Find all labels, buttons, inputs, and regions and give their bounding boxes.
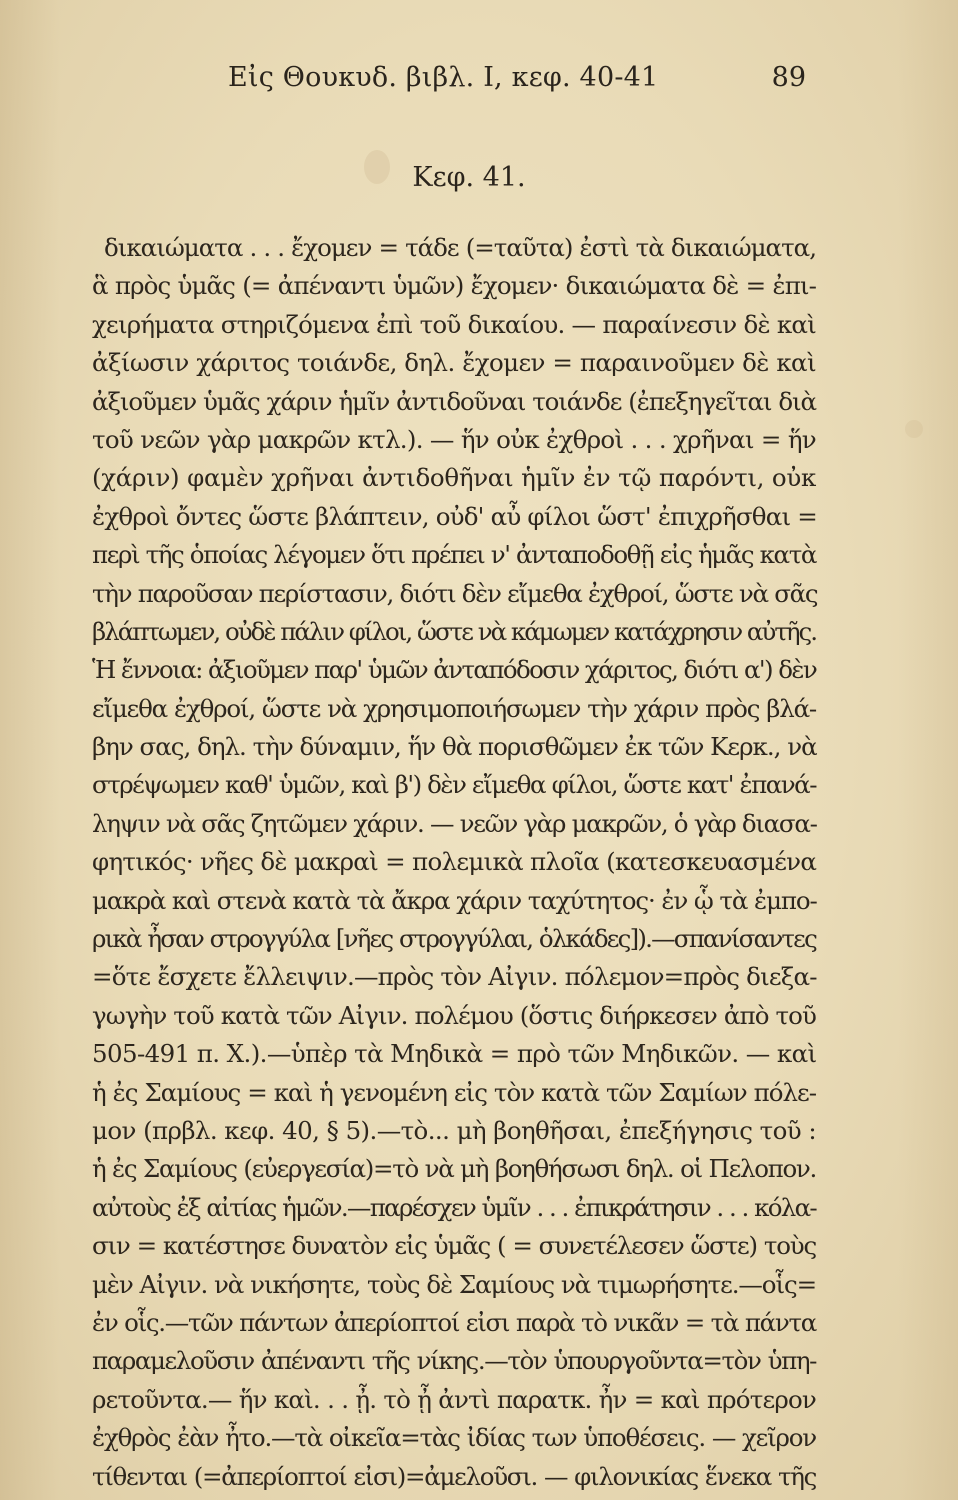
text-line: 505-491 π. Χ.).—ὑπὲρ τὰ Μηδικὰ = πρὸ τῶν Μηδικῶν. — καὶ — [92, 1039, 817, 1069]
text-line: χειρήματα στηριζόμενα ἐπὶ τοῦ δικαίου. — παραίνεσιν δὲ καὶ — [92, 309, 816, 339]
page-number: 89 — [771, 62, 806, 93]
text-line: ἡ ἐς Σαμίους (εὐεργεσία)=τὸ νὰ μὴ βοηθήσωσι δηλ. οἱ Πελοπον. — [92, 1154, 816, 1184]
text-line: βην σας, δηλ. τὴν δύναμιν, ἥν θὰ πορισθῶμεν ἐκ τῶν Κερκ., νὰ — [92, 732, 817, 762]
text-line: ἐν οἷς.—τῶν πάντων ἀπερίοπτοί εἰσι παρὰ τὸ νικᾶν = τὰ πάντα — [92, 1307, 816, 1337]
text-line: στρέψωμεν καθ' ὑμῶν, καὶ β') δὲν εἴμεθα φίλοι, ὥστε κατ' ἐπανά- — [92, 770, 816, 800]
text-line: βλάπτωμεν, οὐδὲ πάλιν φίλοι, ὥστε νὰ κάμωμεν κατάχρησιν αὐτῆς. — [92, 616, 817, 646]
text-line: ρικὰ ἦσαν στρογγύλα [νῆες στρογγύλαι, ὁλκάδες]).—σπανίσαντες — [92, 924, 816, 954]
text-line: μον (πρβλ. κεφ. 40, § 5).—τὸ... μὴ βοηθῆσαι, ἐπεξήγησις τοῦ : — [92, 1115, 816, 1145]
text-line: μακρὰ καὶ στενὰ κατὰ τὰ ἄκρα χάριν ταχύτητος· ἐν ᾧ τὰ ἐμπο- — [92, 885, 817, 915]
text-line: φητικός· νῆες δὲ μακραὶ = πολεμικὰ πλοῖα (κατεσκευασμένα — [92, 847, 817, 877]
running-title: Εἰς Θουκυδ. βιβλ. Ι, κεφ. 40-41 — [228, 62, 659, 93]
text-line: εἴμεθα ἐχθροί, ὥστε νὰ χρησιμοποιήσωμεν τὴν χάριν πρὸς βλά- — [92, 693, 816, 723]
page-edge-shadow-right — [898, 0, 958, 1500]
running-header — [0, 62, 958, 102]
text-line: παραμελοῦσιν ἀπέναντι τῆς νίκης.—τὸν ὑπουργοῦντα=τὸν ὑπη- — [92, 1346, 816, 1376]
text-line: ρετοῦντα.— ἥν καὶ. . . ᾖ. τὸ ᾖ ἀντὶ παρατκ. ἦν = καὶ πρότερον — [92, 1384, 816, 1414]
text-line: ἀξίωσιν χάριτος τοιάνδε, δηλ. ἔχομεν = παραινοῦμεν δὲ καὶ — [92, 348, 816, 378]
text-line: ἐχθρὸς ἐὰν ἦτο.—τὰ οἰκεῖα=τὰς ἰδίας των ὑποθέσεις. — χεῖρον — [92, 1423, 816, 1453]
text-line: Ἡ ἔννοια: ἀξιοῦμεν παρ' ὑμῶν ἀνταπόδοσιν χάριτος, διότι α') δὲν — [92, 655, 817, 685]
text-line: ἃ πρὸς ὑμᾶς (= ἀπέναντι ὑμῶν) ἔχομεν· δικαιώματα δὲ = ἐπι- — [92, 271, 816, 301]
chapter-heading: Κεφ. 41. — [412, 162, 526, 193]
text-line: =ὅτε ἔσχετε ἔλλειψιν.—πρὸς τὸν Αἰγιν. πόλεμον=πρὸς διεξα- — [92, 962, 817, 992]
text-line: σιν = κατέστησε δυνατὸν εἰς ὑμᾶς ( = συνετέλεσεν ὥστε) τοὺς — [92, 1231, 816, 1261]
text-line: (χάριν) φαμὲν χρῆναι ἀντιδοθῆναι ἡμῖν ἐν τῷ παρόντι, οὐκ — [92, 463, 816, 493]
text-line: περὶ τῆς ὁποίας λέγομεν ὅτι πρέπει ν' ἀνταποδοθῇ εἰς ἡμᾶς κατὰ — [92, 540, 816, 570]
text-line: αὐτοὺς ἐξ αἰτίας ἡμῶν.—παρέσχεν ὑμῖν . . . ἐπικράτησιν . . . κόλα- — [92, 1192, 816, 1222]
text-line: ἀξιοῦμεν ὑμᾶς χάριν ἡμῖν ἀντιδοῦναι τοιάνδε (ἐπεξηγεῖται διὰ — [92, 386, 816, 416]
text-line: ἡ ἐς Σαμίους = καὶ ἡ γενομένη εἰς τὸν κατὰ τῶν Σαμίων πόλε- — [92, 1077, 816, 1107]
text-line: μὲν Αἰγιν. νὰ νικήσητε, τοὺς δὲ Σαμίους νὰ τιμωρήσητε.—οἷς= — [92, 1269, 816, 1299]
text-line: δικαιώματα . . . ἔχομεν = τάδε (=ταῦτα) ἐστὶ τὰ δικαιώματα, — [104, 233, 816, 262]
text-line: τίθενται (=ἀπερίοπτοί εἰσι)=ἀμελοῦσι. — φιλονικίας ἕνεκα τῆς — [92, 1461, 816, 1491]
text-line: γωγὴν τοῦ κατὰ τῶν Αἰγιν. πολέμου (ὅστις διήρκεσεν ἀπὸ τοῦ — [92, 1000, 816, 1030]
page-edge-shadow-left — [0, 0, 60, 1500]
text-line: τοῦ νεῶν γὰρ μακρῶν κτλ.). — ἥν οὐκ ἐχθροὶ . . . χρῆναι = ἥν — [92, 424, 816, 454]
text-line: τὴν παροῦσαν περίστασιν, διότι δὲν εἴμεθα ἐχθροί, ὥστε νὰ σᾶς — [92, 578, 818, 608]
commentary-text — [92, 229, 816, 1496]
paper-stain — [905, 420, 923, 438]
text-line: ληψιν νὰ σᾶς ζητῶμεν χάριν. — νεῶν γὰρ μακρῶν, ὁ γὰρ διασα- — [92, 808, 817, 838]
text-line: ἐχθροὶ ὄντες ὥστε βλάπτειν, οὐδ' αὖ φίλοι ὥστ' ἐπιχρῆσθαι = — [92, 501, 817, 531]
